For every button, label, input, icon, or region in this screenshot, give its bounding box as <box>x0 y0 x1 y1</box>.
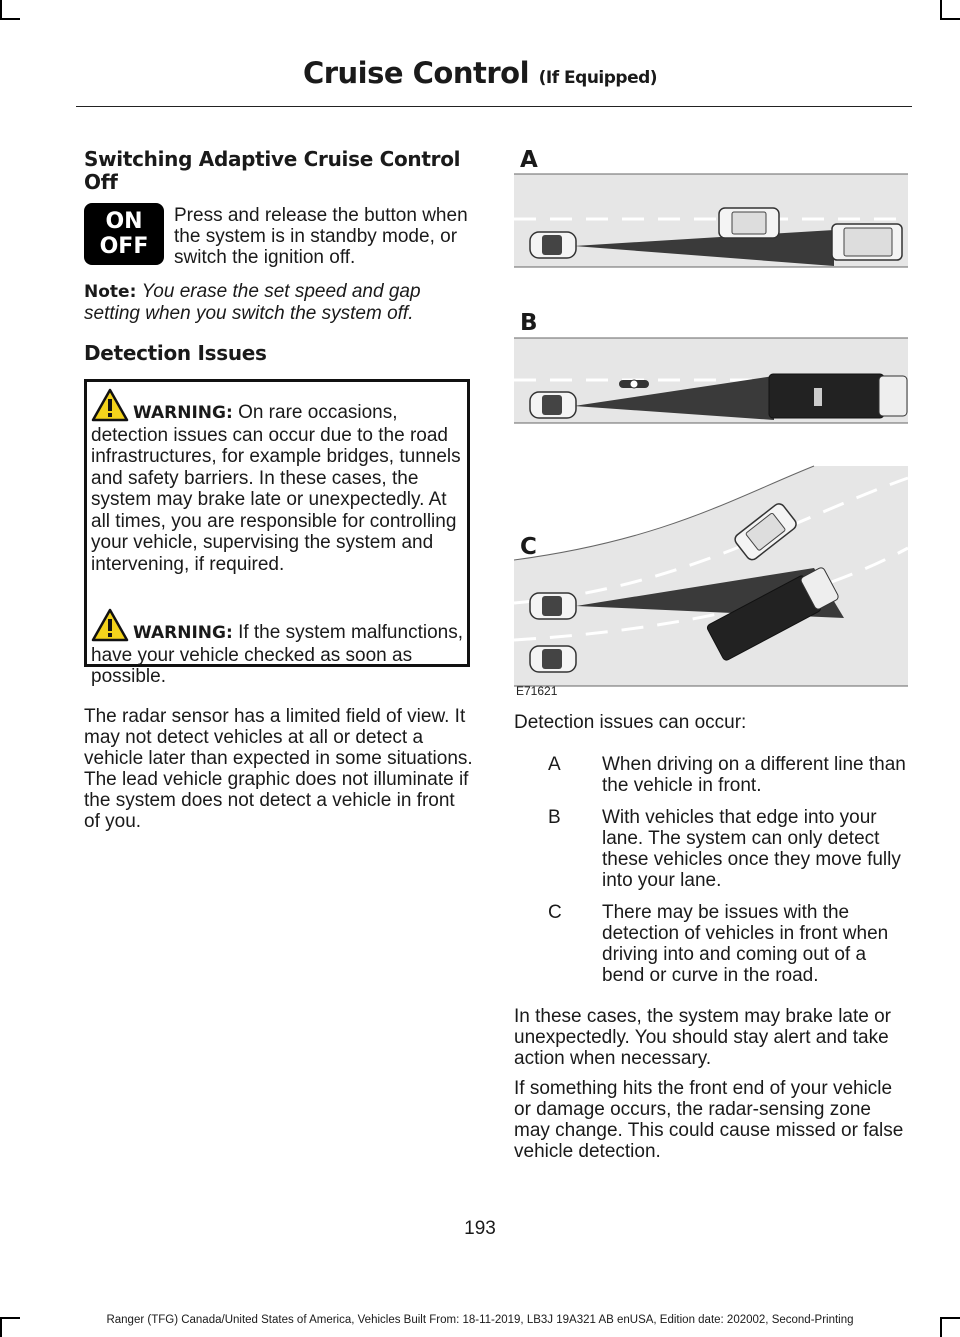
figure-label-a: A <box>520 147 538 173</box>
suv-icon <box>719 208 779 238</box>
header-rule <box>76 106 912 107</box>
panel-c-road <box>514 466 908 686</box>
crop-mark <box>0 18 20 20</box>
warning-triangle-icon <box>91 608 129 642</box>
crop-mark <box>0 0 2 20</box>
header-title: Cruise Control <box>302 56 530 90</box>
detection-intro: Detection issues can occur: <box>514 712 747 733</box>
figure-code: E71621 <box>516 684 558 698</box>
on-off-button-icon <box>84 203 164 265</box>
list-item-text: With vehicles that edge into your lane. The system can only detect these vehicles once they move fully into your lane. <box>602 807 901 891</box>
detection-issues-illustration <box>514 148 910 698</box>
figure-label-c: C <box>520 534 537 560</box>
page-number: 193 <box>464 1218 496 1239</box>
list-item-letter: C <box>548 902 562 923</box>
page-header <box>0 56 960 90</box>
note-paragraph <box>84 281 472 324</box>
warning-box <box>84 379 470 687</box>
car-icon <box>530 646 576 672</box>
list-item-text: There may be issues with the detection of vehicles in front when driving into and coming out of a bend or curve in the road. <box>602 902 889 986</box>
section-heading-switching-off: Switching Adaptive Cruise Control Off <box>84 147 461 194</box>
list-item-letter: A <box>548 754 561 775</box>
crop-mark <box>940 0 942 20</box>
damage-paragraph: If something hits the front end of your vehicle or damage occurs, the radar-sensing zone may change. This could cause missed or false vehicle detection. <box>514 1078 904 1162</box>
panel-b-road <box>514 338 908 423</box>
page-footer: Ranger (TFG) Canada/United States of America, Vehicles Built From: 18-11-2019, LB3J 19A321 AB enUSA, Edition date: 202002, Second-Printing <box>106 1314 854 1326</box>
section-heading-detection-issues: Detection Issues <box>84 341 267 365</box>
warning-1-label: WARNING: <box>133 403 233 423</box>
switch-off-instruction: Press and release the button when the system is in standby mode, or switch the ignition off. <box>174 205 468 268</box>
warning-1-text: On rare occasions, detection issues can occur due to the road infrastructures, for example bridges, tunnels and safety barriers. In these cases, the system may brake late or unexpectedly. At all times, you are responsible for controlling your vehicle, supervising the system and intervening, if required. <box>91 402 461 575</box>
header-subtitle: (If Equipped) <box>538 68 658 88</box>
note-text: You erase the set speed and gap setting when you switch the system off. <box>84 281 421 324</box>
onoff-line2: OFF <box>99 234 149 259</box>
figure-label-b: B <box>520 310 538 336</box>
cases-paragraph: In these cases, the system may brake late or unexpectedly. You should stay alert and take action when necessary. <box>514 1006 892 1069</box>
tanker-truck-icon <box>769 374 907 418</box>
warning-2-label: WARNING: <box>133 623 233 643</box>
left-column <box>84 147 473 832</box>
crop-mark <box>940 18 960 20</box>
motorcycle-icon <box>619 380 649 388</box>
warning-1 <box>91 402 469 575</box>
van-icon <box>832 224 902 260</box>
warning-2 <box>91 622 469 688</box>
warning-2-text: If the system malfunctions, have your vehicle checked as soon as possible. <box>91 622 463 687</box>
note-label: Note: <box>84 282 137 302</box>
onoff-line1: ON <box>105 209 143 234</box>
panel-a-road <box>514 174 908 267</box>
car-icon <box>530 392 576 418</box>
list-item-letter: B <box>548 807 561 828</box>
radar-paragraph: The radar sensor has a limited field of view. It may not detect vehicles at all or detect a vehicle later than expected in some situations. The lead vehicle graphic does not illuminate if the system does not detect a vehicle in front of you. <box>84 706 473 832</box>
car-icon <box>530 593 576 619</box>
car-icon <box>530 232 576 258</box>
list-item-text: When driving on a different line than the vehicle in front. <box>602 754 906 796</box>
warning-triangle-icon <box>91 388 129 422</box>
